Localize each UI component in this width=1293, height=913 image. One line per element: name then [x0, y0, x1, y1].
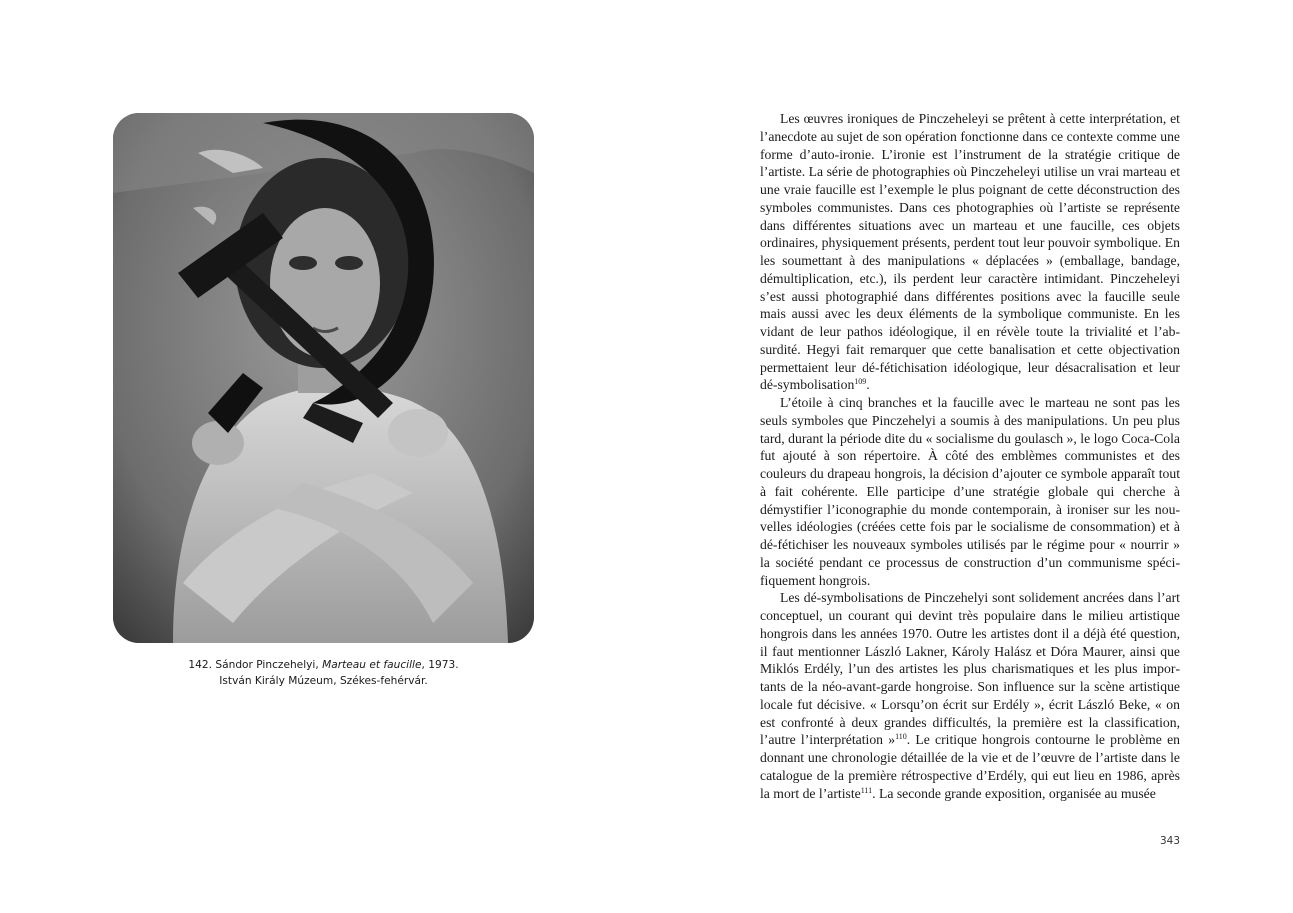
- figure-caption: [113, 657, 534, 689]
- footnote-ref-110: 110: [895, 732, 907, 742]
- photo-illustration: [113, 113, 534, 643]
- paragraph-1: [760, 110, 1180, 394]
- paragraph-3: [760, 589, 1180, 802]
- paragraph-3-text-b: . Le critique hongrois contourne le problème en donnant une chronologie détaillée de la vie et de l’œuvre de l’artiste dans le catalogue de la première rétrospective d’Erdély, qui eut lieu en 1986, après la mort de l’artiste: [760, 732, 1180, 801]
- caption-number: 142.: [188, 659, 213, 671]
- photograph-hammer-and-sickle: [113, 113, 534, 643]
- caption-year: , 1973.: [421, 659, 459, 671]
- paragraph-3-text-a: Les dé-symbolisations de Pinczehelyi sont solidement ancrées dans l’art conceptuel, un courant qui devint très populaire dans le milieu artistique hongrois dans les années 1970. Outre les artistes dont il a déjà été question, il faut mentionner László Lakner, Károly Halász et Dóra Maurer, ainsi que Miklós Erdély, l’un des artistes les plus charismatiques et les plus importants de la néo-avant-garde hongroise. Son influence sur la scène artistique locale fut décisive. « Lorsqu’on écrit sur Erdély », écrit László Beke, « on est confronté à deux grandes difficultés, la première est la classification, l’autre l’interprétation »: [760, 590, 1180, 748]
- caption-line-1: [113, 657, 534, 673]
- paragraph-2: L’étoile à cinq branches et la faucille avec le marteau ne sont pas les seuls symboles que Pinczehelyi a soumis à des manipulations. Un peu plus tard, durant la période dite du « socialisme du goulasch », le logo Coca-Cola fut ajouté à son répertoire. À côté des emblèmes communistes et des couleurs du drapeau hongrois, la décision d’ajouter ce symbole apparaît tout à fait cohérente. Elle participe d’une stratégie globale qui cherche à démystifier l’iconographie du monde contemporain, à ironiser sur les nouvelles idéologies (créées cette fois par le socialisme de consommation) et à dé-fétichiser les nouveaux symboles utilisés par le régime pour « nourrir » la société pendant ce processus de construction d’un communisme spécifiquement hongrois.: [760, 395, 1180, 588]
- paragraph-3-text-c: . La seconde grande exposition, organisée au musée: [872, 785, 1156, 801]
- body-text: [760, 110, 1180, 802]
- paragraph-1-end: .: [866, 377, 870, 393]
- paragraph-1-text: Les œuvres ironiques de Pinczeheleyi se prêtent à cette interprétation, et l’anecdote au sujet de son opération fonctionne dans ce contexte comme une forme d’auto-ironie. L’ironie est l’instrument de la stratégie critique de l’artiste. La série de photographies où Pinczeheleyi utilise un vrai marteau et une vraie faucille est l’exemple le plus poignant de cette déconstruction des symboles communistes. Dans ces photographies où l’artiste se représente dans différentes situations avec un marteau et une faucille, ces objets ordinaires, physiquement présents, perdent tout leur pouvoir symbolique. En les soumettant à des manipulations « déplacées » (emballage, bandage, démultiplication, etc.), ils perdent leur caractère intimidant. Pinczeheleyi s’est aussi photographié dans différentes positions avec la faucille seule mais aussi avec les deux éléments de la symbolique communiste. En les vidant de leur pathos idéologique, il en révèle toute la trivialité et l’absurdité. Hegyi fait remarquer que cette banalisation et cette objectivation permettaient leur dé-fétichisation idéologique, leur désacralisation et leur dé-symbolisation: [760, 111, 1180, 393]
- caption-line-2: István Király Múzeum, Székes-fehérvár.: [219, 675, 428, 687]
- footnote-ref-109: 109: [854, 377, 867, 387]
- caption-artist: Sándor Pinczehelyi,: [215, 659, 319, 671]
- page-number: 343: [1159, 835, 1180, 847]
- caption-title: Marteau et faucille: [322, 659, 422, 671]
- footnote-ref-111: 111: [860, 785, 873, 795]
